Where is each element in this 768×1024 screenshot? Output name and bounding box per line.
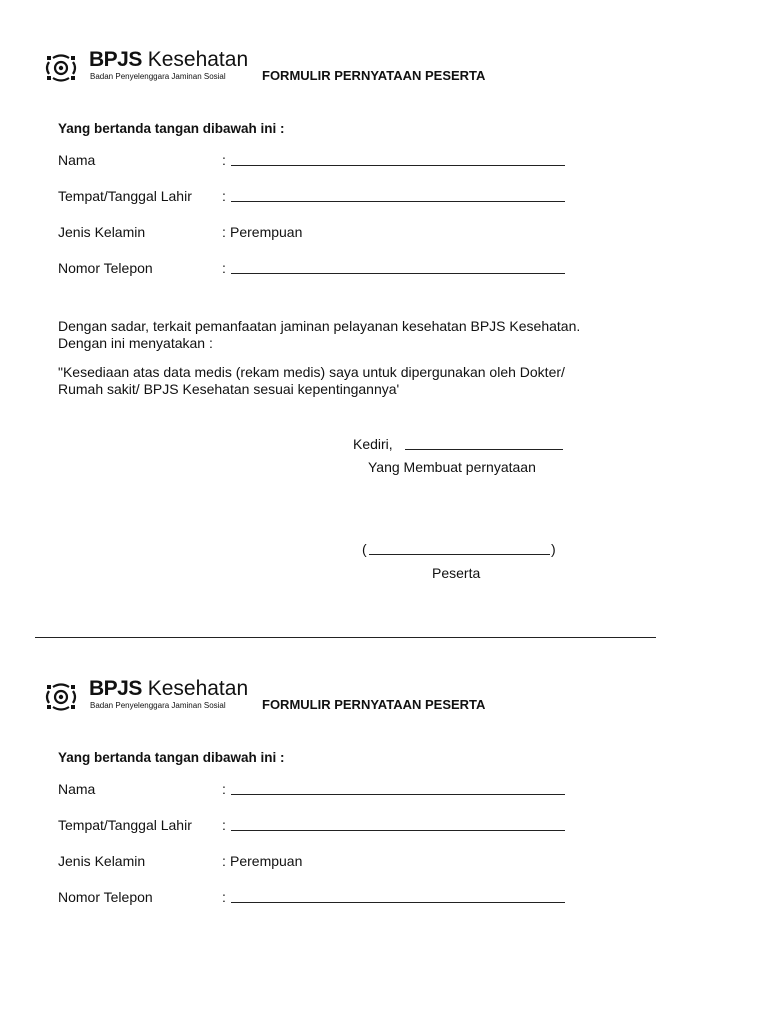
field-value: Perempuan [230, 224, 303, 240]
bpjs-emblem-icon [44, 682, 78, 712]
fill-in-blank[interactable] [231, 273, 565, 274]
cut-divider [35, 637, 656, 638]
form-title: FORMULIR PERNYATAAN PESERTA [262, 68, 486, 83]
field-colon: : [222, 152, 226, 168]
field-label: Tempat/Tanggal Lahir [58, 188, 192, 204]
signature-box [362, 539, 562, 559]
logo-wordmark: BPJS Kesehatan [89, 48, 249, 71]
bpjs-logo [44, 48, 264, 84]
signature-role: Peserta [432, 565, 481, 581]
field-label: Nama [58, 781, 96, 797]
field-label: Nomor Telepon [58, 260, 153, 276]
quote-line: "Kesediaan atas data medis (rekam medis) saya untuk dipergunakan oleh Dokter/ [58, 364, 565, 380]
logo-wordmark: BPJS Kesehatan [89, 677, 249, 700]
bpjs-logo [44, 677, 264, 713]
field-colon: : [222, 853, 226, 869]
date-blank[interactable] [405, 449, 563, 450]
field-colon: : [222, 188, 226, 204]
statement-paragraph [58, 318, 658, 352]
signature-city-date [353, 434, 393, 454]
city-label: Kediri, [353, 436, 393, 452]
field-colon: : [222, 817, 226, 833]
quote-paragraph [58, 364, 658, 398]
fill-in-blank[interactable] [231, 201, 565, 202]
intro-text: Yang bertanda tangan dibawah ini : [58, 121, 285, 136]
quote-line: Rumah sakit/ BPJS Kesehatan sesuai kepentingannya' [58, 381, 400, 397]
field-value: Perempuan [230, 853, 303, 869]
logo-subtitle: Badan Penyelenggara Jaminan Sosial [90, 72, 226, 81]
statement-line: Dengan sadar, terkait pemanfaatan jaminan pelayanan kesehatan BPJS Kesehatan. [58, 318, 581, 334]
intro-text: Yang bertanda tangan dibawah ini : [58, 750, 285, 765]
field-label: Jenis Kelamin [58, 224, 146, 240]
field-label: Tempat/Tanggal Lahir [58, 817, 192, 833]
fill-in-blank[interactable] [231, 830, 565, 831]
field-colon: : [222, 889, 226, 905]
close-paren: ) [551, 541, 556, 557]
fill-in-blank[interactable] [231, 794, 565, 795]
form-title: FORMULIR PERNYATAAN PESERTA [262, 697, 486, 712]
statement-line: Dengan ini menyatakan : [58, 335, 213, 351]
field-colon: : [222, 260, 226, 276]
open-paren: ( [362, 541, 367, 557]
field-colon: : [222, 224, 226, 240]
field-label: Nama [58, 152, 96, 168]
signature-blank[interactable] [369, 554, 550, 555]
field-label: Jenis Kelamin [58, 853, 146, 869]
bpjs-emblem-icon [44, 53, 78, 83]
logo-subtitle: Badan Penyelenggara Jaminan Sosial [90, 701, 226, 710]
field-colon: : [222, 781, 226, 797]
fill-in-blank[interactable] [231, 165, 565, 166]
field-label: Nomor Telepon [58, 889, 153, 905]
fill-in-blank[interactable] [231, 902, 565, 903]
signature-maker-label: Yang Membuat pernyataan [368, 459, 536, 475]
